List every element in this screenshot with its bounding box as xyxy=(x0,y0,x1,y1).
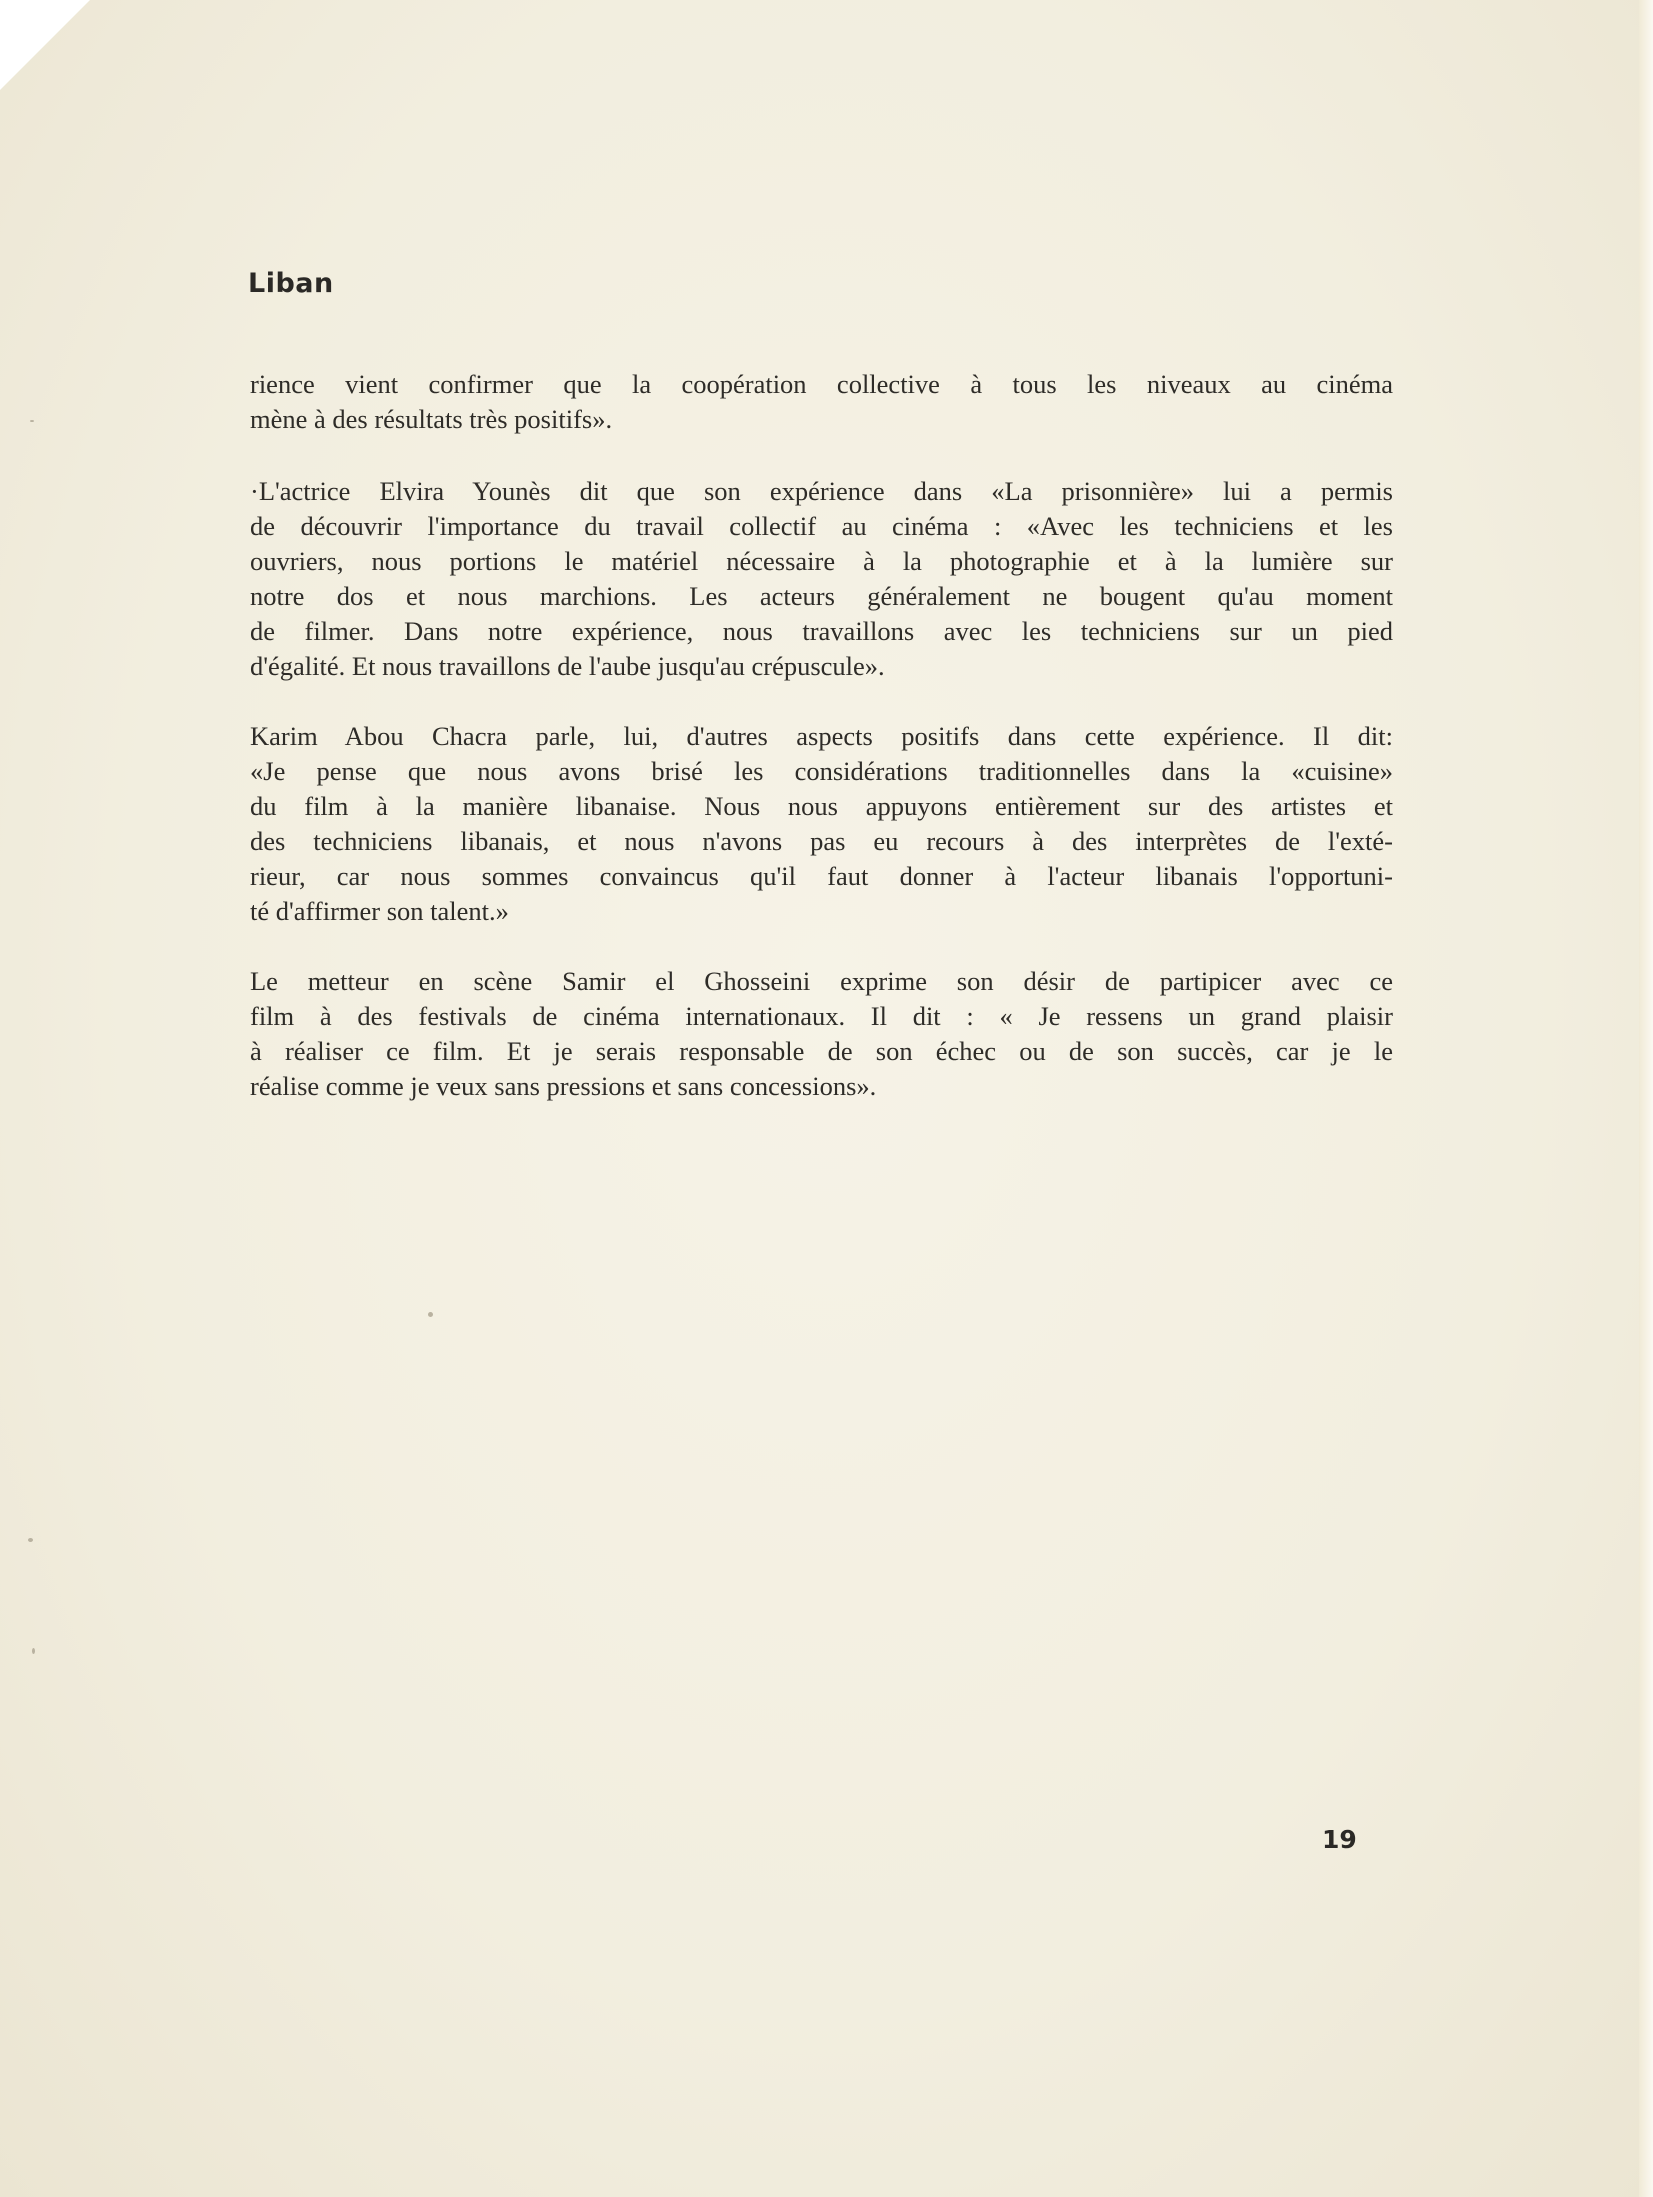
text-line: d'égalité. Et nous travaillons de l'aube jusqu'au crépuscule». xyxy=(250,651,885,681)
text-line: du film à la manière libanaise. Nous nous appuyons entièrement sur des artistes et xyxy=(250,791,1393,821)
text-line: té d'affirmer son talent.» xyxy=(250,896,509,926)
paragraph xyxy=(250,474,1393,684)
text-line: ouvriers, nous portions le matériel nécessaire à la photographie et à la lumière sur xyxy=(250,546,1393,576)
paper-speck xyxy=(30,420,34,422)
text-line: «Je pense que nous avons brisé les considérations traditionnelles dans la «cuisine» xyxy=(250,756,1393,786)
text-line: à réaliser ce film. Et je serais responsable de son échec ou de son succès, car je le xyxy=(250,1036,1393,1066)
paragraph xyxy=(250,367,1393,437)
text-line: des techniciens libanais, et nous n'avons pas eu recours à des interprètes de l'exté- xyxy=(250,826,1393,856)
text-line: ·L'actrice Elvira Younès dit que son expérience dans «La prisonnière» lui a permis xyxy=(250,476,1393,506)
text-line: Karim Abou Chacra parle, lui, d'autres aspects positifs dans cette expérience. Il dit: xyxy=(250,721,1393,751)
paper-speck xyxy=(32,1648,35,1654)
text-line: rieur, car nous sommes convaincus qu'il faut donner à l'acteur libanais l'opportuni- xyxy=(250,861,1393,891)
running-title: Liban xyxy=(248,268,334,299)
text-line: de découvrir l'importance du travail collectif au cinéma : «Avec les techniciens et les xyxy=(250,511,1393,541)
text-line: Le metteur en scène Samir el Ghosseini exprime son désir de partipicer avec ce xyxy=(250,966,1393,996)
paper-speck xyxy=(428,1312,433,1317)
page-number: 19 xyxy=(1322,1825,1357,1854)
text-line: de filmer. Dans notre expérience, nous travaillons avec les techniciens sur un pied xyxy=(250,616,1393,646)
text-line: réalise comme je veux sans pressions et sans concessions». xyxy=(250,1071,877,1101)
page-edge xyxy=(1639,0,1653,2197)
folded-corner xyxy=(0,0,90,90)
paper-speck xyxy=(28,1538,33,1542)
text-line: rience vient confirmer que la coopération collective à tous les niveaux au cinéma xyxy=(250,369,1393,399)
text-line: notre dos et nous marchions. Les acteurs généralement ne bougent qu'au moment xyxy=(250,581,1393,611)
text-line: mène à des résultats très positifs». xyxy=(250,404,613,434)
paragraph xyxy=(250,964,1393,1104)
text-line: film à des festivals de cinéma internationaux. Il dit : « Je ressens un grand plaisir xyxy=(250,1001,1393,1031)
paragraph xyxy=(250,719,1393,929)
